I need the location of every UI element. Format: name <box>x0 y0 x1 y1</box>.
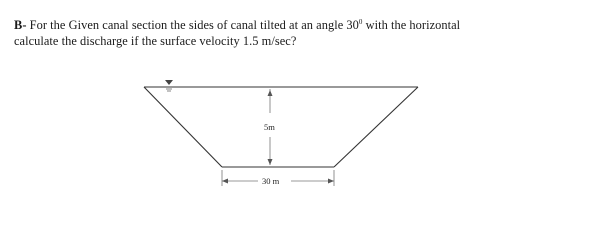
left-side-wall <box>144 87 222 167</box>
question-statement-tail: with the horizontal <box>362 18 461 33</box>
depth-arrow-down-icon <box>268 159 273 165</box>
depth-arrow-up-icon <box>268 90 273 96</box>
base-arrow-right-icon <box>328 179 334 184</box>
base-arrow-left-icon <box>222 179 228 184</box>
degree-mark: 0 <box>358 18 363 26</box>
question-statement: For the Given canal section the sides of canal tilted at an angle 30 <box>29 18 359 33</box>
water-level-marker-icon <box>165 80 173 85</box>
depth-label: 5m <box>264 122 275 132</box>
base-label: 30 m <box>262 176 280 186</box>
right-side-wall <box>334 87 418 167</box>
question-label: B- <box>14 18 27 33</box>
question-line-2: calculate the discharge if the surface velocity 1.5 m/sec? <box>14 34 297 49</box>
